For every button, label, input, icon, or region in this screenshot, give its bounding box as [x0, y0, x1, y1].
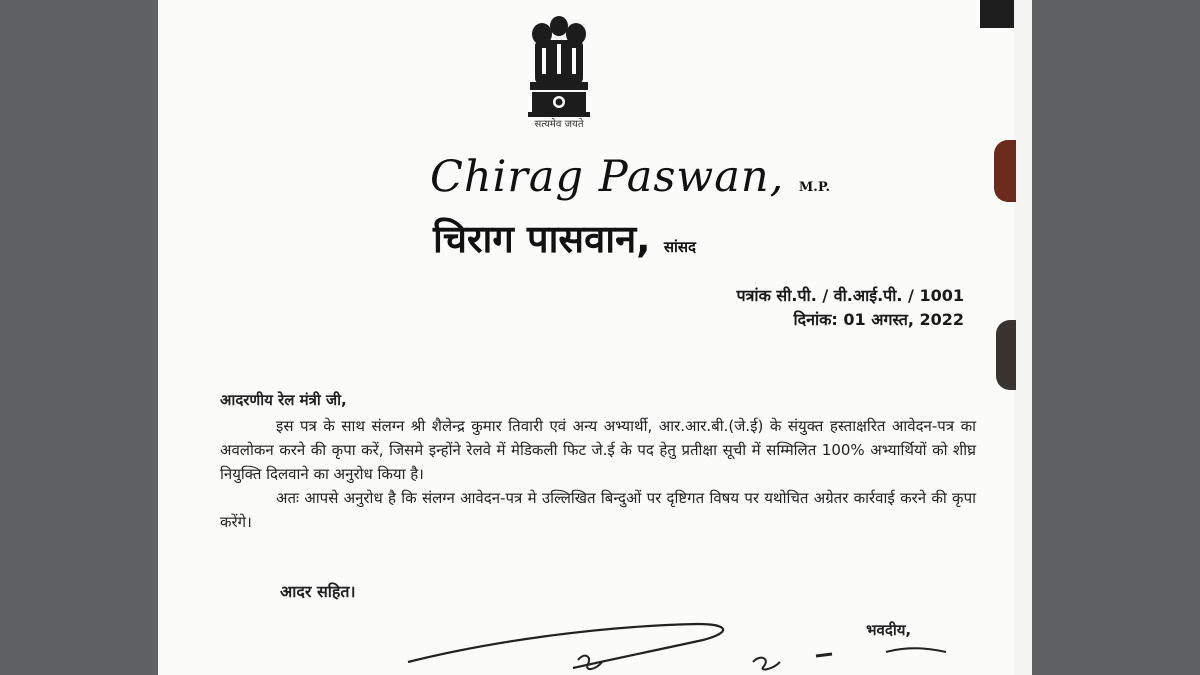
reference-number: पत्रांक सी.पी. / वी.आई.पी. / 1001	[736, 286, 964, 305]
photo-edge-object	[994, 140, 1016, 202]
name-hindi-suffix: सांसद	[663, 238, 696, 256]
salutation: आदरणीय रेल मंत्री जी,	[220, 391, 347, 409]
letter-page	[158, 0, 1032, 675]
letter-body	[220, 388, 976, 534]
photo-edge-strip	[1014, 0, 1032, 675]
emblem-motto: सत्यमेव जयते	[534, 119, 584, 130]
left-background	[0, 0, 158, 675]
letterhead-name-english	[430, 152, 830, 202]
photo-edge-object	[996, 320, 1016, 390]
body-paragraph: इस पत्र के साथ संलग्न श्री शैलेन्द्र कुमार तिवारी एवं अन्य अभ्यार्थी, आर.आर.बी.(जे.ई) के संयुक्त हस्ताक्षरित आवेदन-पत्र का अवलोकन करने की कृपा करें, जिसमे इन्होंने रेलवे में मेडिकली फिट जे.ई के पद हेतु प्रतीक्षा सूची में सम्मिलित 100% अभ्यार्थियों को शीघ्र नियुक्ति दिलवाने का अनुरोध किया है।	[220, 417, 976, 483]
handwritten-signature	[398, 612, 958, 675]
photo-edge-shadow	[980, 0, 1014, 28]
name-hindi: चिराग पासवान,	[433, 217, 651, 261]
letterhead-name-hindi	[433, 212, 696, 264]
reference-block	[737, 284, 965, 332]
closing-line: आदर सहित।	[280, 582, 356, 601]
right-background	[1032, 0, 1200, 675]
letter-date: दिनांक: 01 अगस्त, 2022	[793, 310, 964, 329]
name-english-suffix: M.P.	[798, 180, 830, 195]
body-paragraph: अतः आपसे अनुरोध है कि संलग्न आवेदन-पत्र मे उल्लिखित बिन्दुओं पर दृष्टिगत विषय पर यथोचित अग्रेतर कार्रवाई करने की कृपा करेंगे।	[220, 489, 976, 531]
name-english: Chirag Paswan,	[430, 152, 785, 202]
signoff: भवदीय,	[866, 621, 912, 639]
